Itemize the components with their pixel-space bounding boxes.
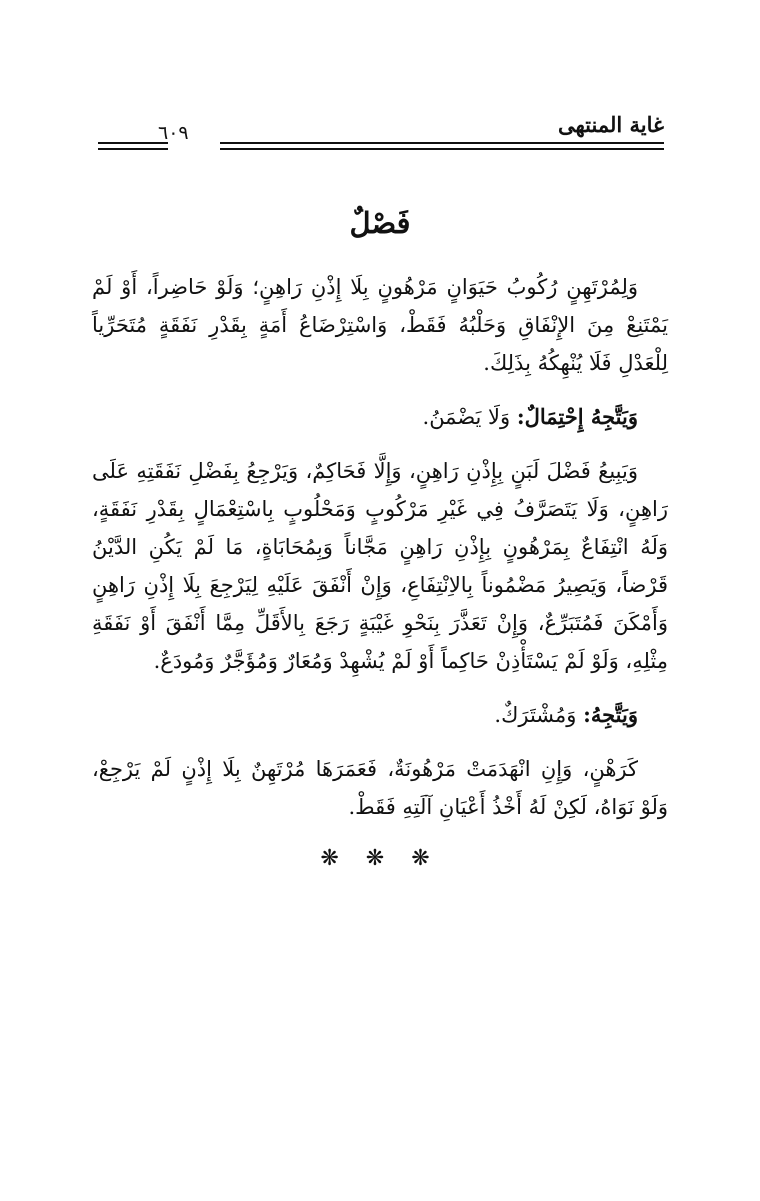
header-rule-right-bottom bbox=[220, 148, 664, 150]
paragraph-text: وَلَا يَضْمَنُ. bbox=[422, 405, 517, 429]
running-title: غاية المنتهى bbox=[557, 112, 664, 137]
body-text bbox=[92, 268, 668, 838]
paragraph-text: وَمُشْتَرَكٌ. bbox=[494, 703, 584, 727]
paragraph-2 bbox=[92, 398, 668, 436]
paragraph-lead: وَيَتَّجِهُ إِحْتِمَالٌ: bbox=[516, 404, 638, 429]
page-number: ٦٠٩ bbox=[158, 122, 189, 144]
end-ornament: ❋ ❋ ❋ bbox=[320, 846, 440, 871]
paragraph-text: وَلِمُرْتَهِنٍ رُكُوبُ حَيَوَانٍ مَرْهُونٍ بِلَا إِذْنِ رَاهِنٍ؛ وَلَوْ حَاضِراً، أَوْ لَمْ يَمْتَنِعْ مِنَ الإِنْفَاقِ وَحَلْبُهُ فَقَطْ، وَاسْتِرْضَاعُ أَمَةٍ بِقَدْرِ نَفَقَةٍ مُتَحَرِّياً لِلْعَدْلِ فَلَا يُنْهِكُهُ بِذَلِكَ. bbox=[92, 275, 668, 375]
paragraph-1 bbox=[92, 268, 668, 382]
header-rule-left-top bbox=[98, 142, 168, 144]
header-rule-left-bottom bbox=[98, 148, 168, 150]
section-title: فَصْلٌ bbox=[349, 206, 411, 240]
header-rule-right-top bbox=[220, 142, 664, 144]
paragraph-lead: وَيَتَّجِهُ: bbox=[583, 702, 638, 727]
paragraph-4 bbox=[92, 696, 668, 734]
paragraph-3 bbox=[92, 452, 668, 680]
paragraph-text: وَيَبِيعُ فَضْلَ لَبَنٍ بِإِذْنِ رَاهِنٍ، وَإِلَّا فَحَاكِمٌ، وَيَرْجِعُ بِفَضْلِ نَفَقَتِهِ عَلَى رَاهِنٍ، وَلَا يَتَصَرَّفُ فِي غَيْرِ مَرْكُوبٍ وَمَحْلُوبٍ بِاسْتِعْمَالٍ بِقَدْرِ نَفَقَةٍ، وَلَهُ انْتِفَاعٌ بِمَرْهُونٍ بِإِذْنِ رَاهِنٍ مَجَّاناً وَبِمُحَابَاةٍ، مَا لَمْ يَكُنِ الدَّيْنُ قَرْضاً، وَيَصِيرُ مَضْمُوناً بِالاِنْتِفَاعِ، وَإِنْ أَنْفَقَ عَلَيْهِ لِيَرْجِعَ بِلَا إِذْنِ رَاهِنٍ وَأَمْكَنَ فَمُتَبَرِّعٌ، وَإِنْ تَعَذَّرَ بِنَحْوِ غَيْبَةٍ رَجَعَ بِالأَقَلِّ مِمَّا أَنْفَقَ أَوْ نَفَقَةِ مِثْلِهِ، وَلَوْ لَمْ يَسْتَأْذِنْ حَاكِماً أَوْ لَمْ يُشْهِدْ وَمُعَارٌ وَمُؤَجَّرٌ وَمُودَعٌ. bbox=[92, 459, 668, 673]
paragraph-5 bbox=[92, 750, 668, 826]
paragraph-text: كَرَهْنٍ، وَإِنِ انْهَدَمَتْ مَرْهُونَةٌ، فَعَمَرَهَا مُرْتَهِنٌ بِلَا إِذْنٍ لَمْ يَرْجِعْ، وَلَوْ نَوَاهُ، لَكِنْ لَهُ أَخْذُ أَعْيَانِ آلَتِهِ فَقَطْ. bbox=[92, 757, 668, 819]
